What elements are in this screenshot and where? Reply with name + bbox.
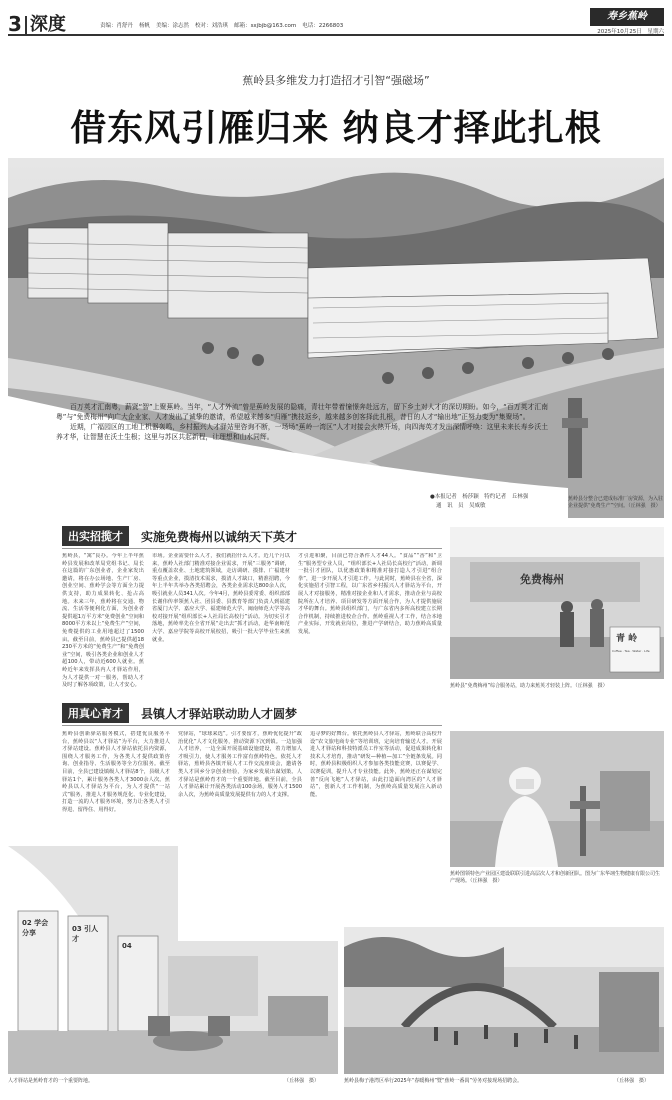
section-name: 深度 — [29, 14, 66, 35]
cafe-sign: 青 岭 — [616, 634, 638, 644]
exhibit-board-1: 02 学会 分享 — [22, 919, 49, 937]
section-2-jobfair-photo — [344, 927, 664, 1074]
section-1-col-2: 市场。企业需要什么人才，我们就招什么人才。近几个月以来，蕉岭人社部门精准对接企业需求，开展“三服务”调研，重点覆盖农业、土地建筑领域，走访调研、摸排、广福建材等重点企业，摸清技术需求，摸清人才缺口，精准招聘，今年上半年共举办各类招聘会，各类企业需求达800余人次，吸引就业人员341人次。今年4月，蕉岭县委常委、组织部部长谢伟传率领蕉人社、团县委、县教育等部门负责人到福建省厦门大学、嘉应大学、福建师范大学、闽南师范大学等高校对接开展“组织部长+人社局长高校行”活动。为切实引才落地，蕉岭率先在全省开展“走出去”抓才活动，赴华南师范大学、嘉应学院等高校开展校招，吸引一批大学毕业生来蕉就业。 — [152, 553, 290, 643]
industrial-park-aerial-image — [8, 158, 664, 518]
job-fair-image — [344, 927, 664, 1074]
section-2-lab-photo — [450, 731, 664, 867]
lead-photo — [8, 158, 664, 518]
masthead — [8, 8, 664, 36]
section-1-col-1: 蕉岭县，“寓”良办。今年上半年蕉岭县发展和改革局党组书记、局长在这篇的广东创业者，企业家发出邀请，将在办公场地、生产厂房、创业空间、蕉岭学会等方面全力提供支持，助力成果转化、抢占高地。未来三年，蕉岭将在交通、物流、生活等便利化方面，为创业者提供超1万平方米“免费创业”空间和8000平方米以上“免费生产”空间，免费提供的工业用地超过了1500亩。截至目前，蕉岭县已提供超1823​0平方米的“免费生产”和“免费创业”空间，吸引各类企业和创业人才超100人，带动近600人就业。蕉岭近年来发挥县内人才驿站作用，为人才提供一对一服务，帮助人才及时了解各项政策，让人才安心。 — [62, 553, 144, 689]
free-meizhou-sign: 免费梅州 — [520, 573, 564, 586]
section-2-exhibit-photo — [8, 846, 338, 1074]
byline-reporters: ●本报记者 杨莎颖 特约记者 丘林强 — [430, 494, 529, 500]
kicker: 蕉岭县多维发力打造招才引智“强磁场” — [242, 74, 430, 87]
section-2-col-1: 蕉岭县创新驿站服务模式，搭建优良服务平台，蕉岭县以“人才驿站”为平台，大力推进人才驿站建设。蕉岭县人才驿站依托县内资源，围绕人才服务工作，为各类人才提供政策咨询、创业指导、生活服务等全方位服务。截至目前，全县已建设镇级人才驿站8个，县级人才驿站1个，累计服务各类人才3000余人次。蕉岭县以人才驿站为平台，为人才提供“一站式”服务，推进人才服务规范化、专业化建设，打造一流的人才服务环境，努力让各类人才引得进、留得住、用得好。 — [62, 731, 170, 813]
exhibit-board-3: 04 — [122, 942, 132, 950]
issue-date: 2025年10月25日 — [597, 29, 642, 35]
byline-correspondent: 通 讯 员 吴威敏 — [436, 503, 486, 509]
section-2-exhibit-caption: 人才驿站是蕉岭育才的一个重要阵地。 — [8, 1078, 94, 1084]
section-1-title: 实施免费梅州以诚纳天下英才 — [141, 529, 298, 544]
cafe-sign-sub: Coffee · Tea · Water · Life — [612, 649, 650, 653]
phone: 电话：2266803 — [302, 23, 344, 29]
section-2-title: 县镇人才驿站联动助人才圆梦 — [141, 706, 298, 721]
section-1-col-3: 才引进和聚，目前已符合条件人才44人。“食品”“香”和“卫生”服务型专业人员，“组织部长+人社局长高校行”活动，新调一批引才团队，以优惠政策和精准对接打造人才引进“组合拳”，进一步开展人才引进工作。与此同时，蕉岭县在全省，深化实施招才引智工程，以广东省乡村振兴人才驿站为平台，开展人才对接服务，精准对接企业和人才需求，推动企业与高校院所在人才培养、项目研发等方面开展合作，为人才提供施展才华的舞台。蕉岭县组织部门，与广东省内多所高校建立长期合作机制，持续推进校企合作。蕉岭重视人才工作，结合本地产业实际，开发就业岗位，推进产学研结合，助力蕉岭高质量发展。 — [298, 553, 442, 635]
service-station-image — [450, 527, 664, 679]
paper-logo — [590, 8, 664, 26]
section-1-tag: 出实招揽才 — [62, 526, 129, 546]
weekday: 星期六 — [647, 29, 664, 35]
editor: 责编：肖舒丹 — [100, 23, 134, 29]
section-2-jobfair-credit: （丘林强 摄） — [614, 1078, 650, 1084]
lead-photo-caption: 蕉岭县分整合已建成标准厂房资源，为入驻企业提供“免费生产”空间。（丘林强 摄） — [568, 496, 664, 509]
proofreader: 美编：涂志然 — [156, 23, 190, 29]
exhibit-board-2: 03 引人 才 — [72, 925, 99, 943]
section-2-lab-photo-caption: 蕉岭图领特色产业园区建设联联引进高层次人才和创新团队。图为广东华翊生物健康有限公司生产现场。（丘林强 摄） — [450, 871, 661, 884]
paper-name: 寿乡蕉岭 — [607, 11, 647, 22]
section-1-photo-caption: 蕉岭县“免费梅州”综合服务站，助力来蕉英才轻装上阵。（丘林强 摄） — [450, 683, 608, 689]
lead-intro-1: 百万英才汇南粤，薪贤“智”上聚蕉岭。当年，“人才外流”曾是蕉岭发展的隐痛，青壮年带着憧憬奔赴远方，留下乡土对人才的深切期盼。如今，“百万英才汇南粤”与“免费梅州”向广大企业家、人才发出了诚挚的邀请，希望越来越多“归雁”携技返乡，越来越多创客择此扎根，昔日的人才“输出地”正努力变为“集聚场”。 — [56, 403, 548, 421]
talent-station-exhibit-image — [8, 846, 338, 1074]
email: 邮箱：sxjbjb@163.com — [234, 23, 297, 29]
headline: 借东风引雁归来 纳良才择此扎根 — [70, 107, 602, 149]
lead-intro-2: 近期，广福园区的工地上机器轰鸣，乡村振兴人才驿站里咨询不断，一场场“蕉岭一湾区”人才对接会火热开场，向四海英才发出深情呼唤：这里未来长寿乡沃土养才华，让智慧在沃土生根；这里与苏区共起新程，让理想和山水同辉。 — [56, 423, 548, 441]
section-2-tag: 用真心育才 — [62, 703, 129, 723]
page-number: 3 — [8, 12, 22, 36]
section-2-header — [62, 704, 442, 722]
section-2-jobfair-caption: 蕉岭县梅子港湾区举行2025年“春暖梅州”暨“蕉岭一番禺”劳务对接现场招聘会。 — [344, 1078, 523, 1084]
section-1-photo — [450, 527, 664, 679]
section-2-exhibit-credit: （丘林强 摄） — [284, 1078, 320, 1084]
checker: 校对：刘浩琪 — [195, 23, 229, 29]
lab-worker-image — [450, 731, 664, 867]
designer: 杨帆 — [139, 23, 151, 29]
section-2-col-3: 追寻梦的好舞台。依托蕉岭县人才驿站，蕉岭联合高校开设“农文旅电商专业”等培训班，定向培育输送人才。开展进人才驿站和科技特派员工作室等活动，促进成果转化和技术人才培育，推动“研发—种植—加工”全链条发展。同时，蕉岭县积极组织人才参加各类技能竞赛，以赛促学、以赛促训，提升人才专业技能。此外，蕉岭还正在谋划完善“反向飞地”人才驿站，由此打造面向湾区的“人才驿站”，创新人才工作机制，为蕉岭高质量发展注入新动能。 — [310, 731, 442, 798]
section-2-col-2: 党驿站，“球球来选”。引才要留才，蕉岭优化提升“政治优化”人才文化服务，推动资源下沉到镇。一边加强人才培养，一边全面开展基础设施建设，着力增加人才吸引力，使人才服务工作富有蕉岭特色。依托人才驿站，蕉岭县各镇开展人才工作交流座谈会，邀请各类人才回乡分享创业经验，为家乡发展出谋划策。人才驿站是蕉岭育才的一个重要阵地。截至目前，全县人才驿站累计开展各类活动100余场，服务人才1500余人次，为蕉岭高质量发展提供有力的人才支撑。 — [178, 731, 302, 798]
section-1-header — [62, 527, 442, 545]
